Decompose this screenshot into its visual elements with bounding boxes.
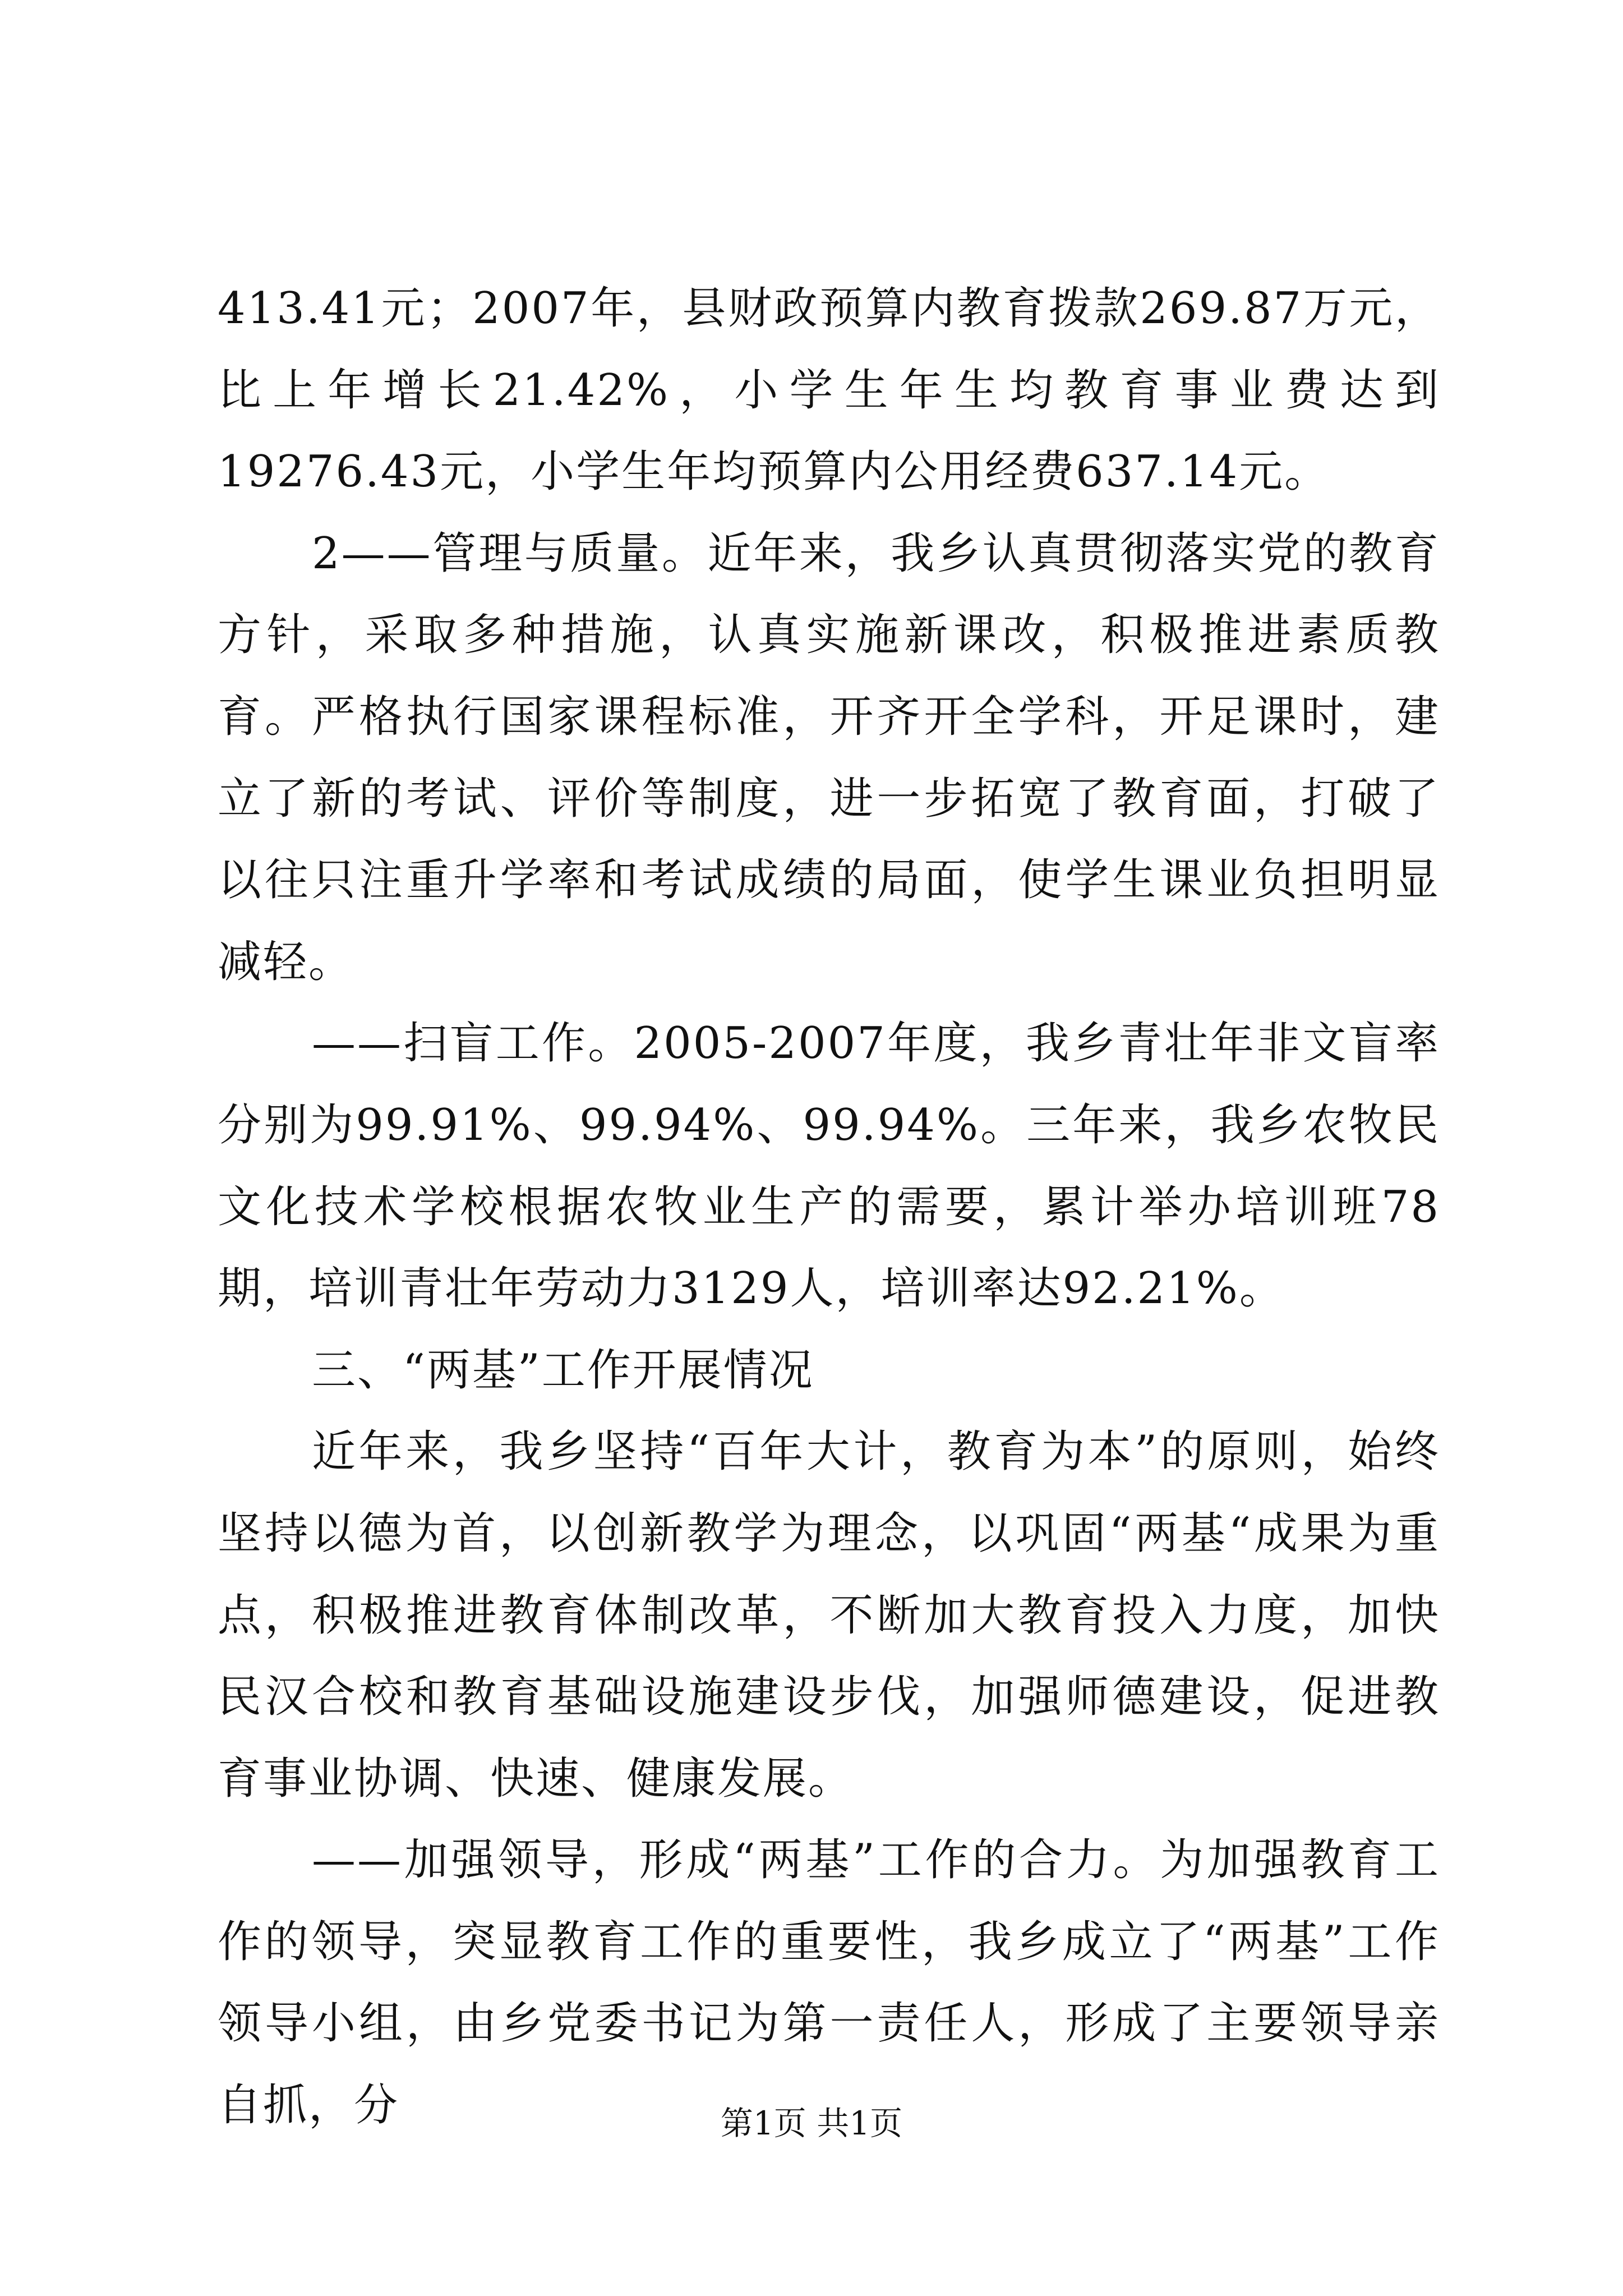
document-body [218,268,1440,2147]
page-footer: 第1页 共1页 [720,2104,903,2142]
paragraph-4: 近年来，我乡坚持“百年大计，教育为本”的原则，始终坚持以德为首，以创新教学为理念，以巩固“两基“成果为重点，积极推进教育体制改革，不断加大教育投入力度，加快民汉合校和教育基础设施建设步伐，加强师德建设，促进教育事业协调、快速、健康发展。 [218,1427,1440,1804]
paragraph-1: 413.41元；2007年，县财政预算内教育拨款269.87万元，比上年增长21.42%，小学生年生均教育事业费达到19276.43元，小学生年均预算内公用经费637.14元。 [218,283,1440,498]
section-heading: 三、“两基”工作开展情况 [312,1345,814,1396]
paragraph-3: ——扫盲工作。2005-2007年度，我乡青壮年非文盲率分别为99.91%、99.94%、99.94%。三年来，我乡农牧民文化技术学校根据农牧业生产的需要，累计举办培训班78期，培训青壮年劳动力3129人，培训率达92.21%。 [218,1018,1440,1314]
paragraph-2: 2——管理与质量。近年来，我乡认真贯彻落实党的教育方针，采取多种措施，认真实施新课改，积极推进素质教育。严格执行国家课程标准，开齐开全学科，开足课时，建立了新的考试、评价等制度，进一步拓宽了教育面，打破了以往只注重升学率和考试成绩的局面，使学生课业负担明显减轻。 [218,528,1440,987]
paragraph-5: ——加强领导，形成“两基”工作的合力。为加强教育工作的领导，突显教育工作的重要性，我乡成立了“两基”工作领导小组，由乡党委书记为第一责任人，形成了主要领导亲自抓，分 [218,1835,1440,2131]
